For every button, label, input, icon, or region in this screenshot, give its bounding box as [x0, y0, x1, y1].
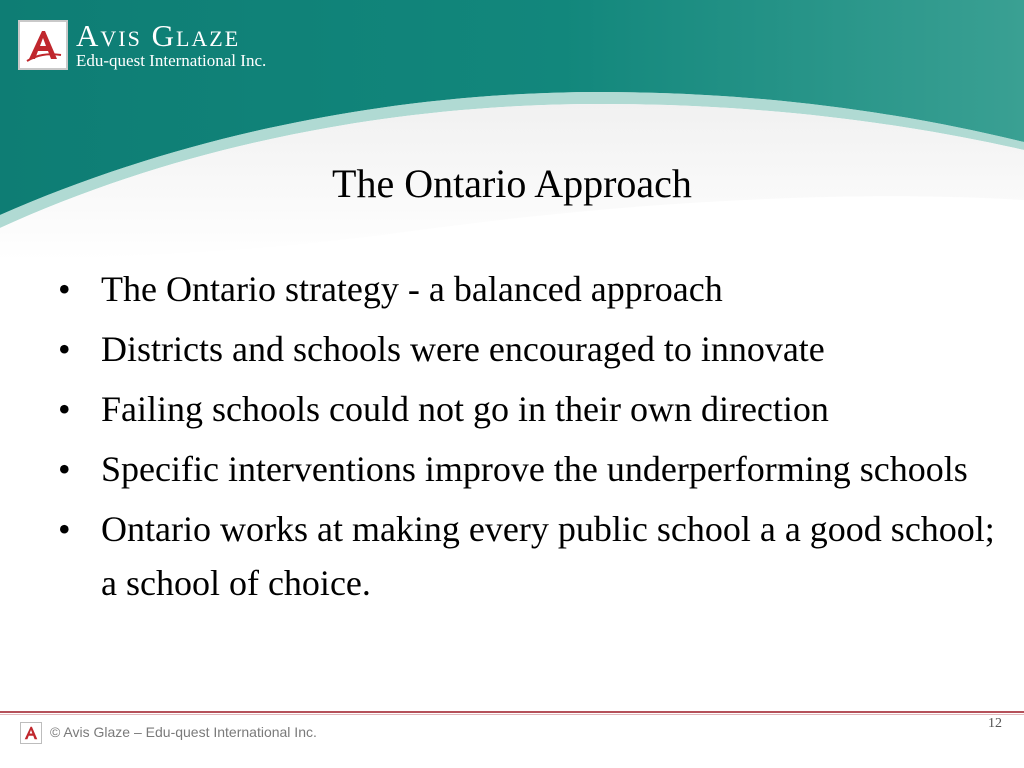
footer-divider	[0, 711, 1024, 713]
bullet-text: Specific interventions improve the underperforming schools	[101, 449, 968, 489]
bullet-icon: •	[58, 509, 71, 549]
footer-copyright: © Avis Glaze – Edu-quest International Inc.	[50, 724, 317, 740]
bullet-text: Failing schools could not go in their own direction	[101, 389, 829, 429]
bullet-text: Ontario works at making every public school a a good school; a school of choice.	[101, 509, 995, 603]
page-number: 12	[988, 716, 1002, 731]
bullet-list	[56, 262, 996, 616]
bullet-item	[56, 262, 996, 316]
bullet-icon: •	[58, 389, 71, 429]
footer-divider-shadow	[0, 714, 1024, 715]
footer-logo-icon	[20, 722, 42, 744]
bullet-item	[56, 322, 996, 376]
bullet-icon: •	[58, 449, 71, 489]
company-logo	[18, 20, 266, 70]
logo-name: Avis Glaze	[76, 18, 241, 53]
bullet-text: The Ontario strategy - a balanced approach	[101, 269, 723, 309]
bullet-icon: •	[58, 329, 71, 369]
bullet-icon: •	[58, 269, 71, 309]
bullet-item	[56, 382, 996, 436]
bullet-item	[56, 442, 996, 496]
bullet-item	[56, 502, 996, 610]
slide-title: The Ontario Approach	[332, 161, 692, 206]
logo-subtitle: Edu-quest International Inc.	[76, 51, 267, 70]
bullet-text: Districts and schools were encouraged to innovate	[101, 329, 825, 369]
avis-glaze-a-icon	[18, 20, 68, 70]
